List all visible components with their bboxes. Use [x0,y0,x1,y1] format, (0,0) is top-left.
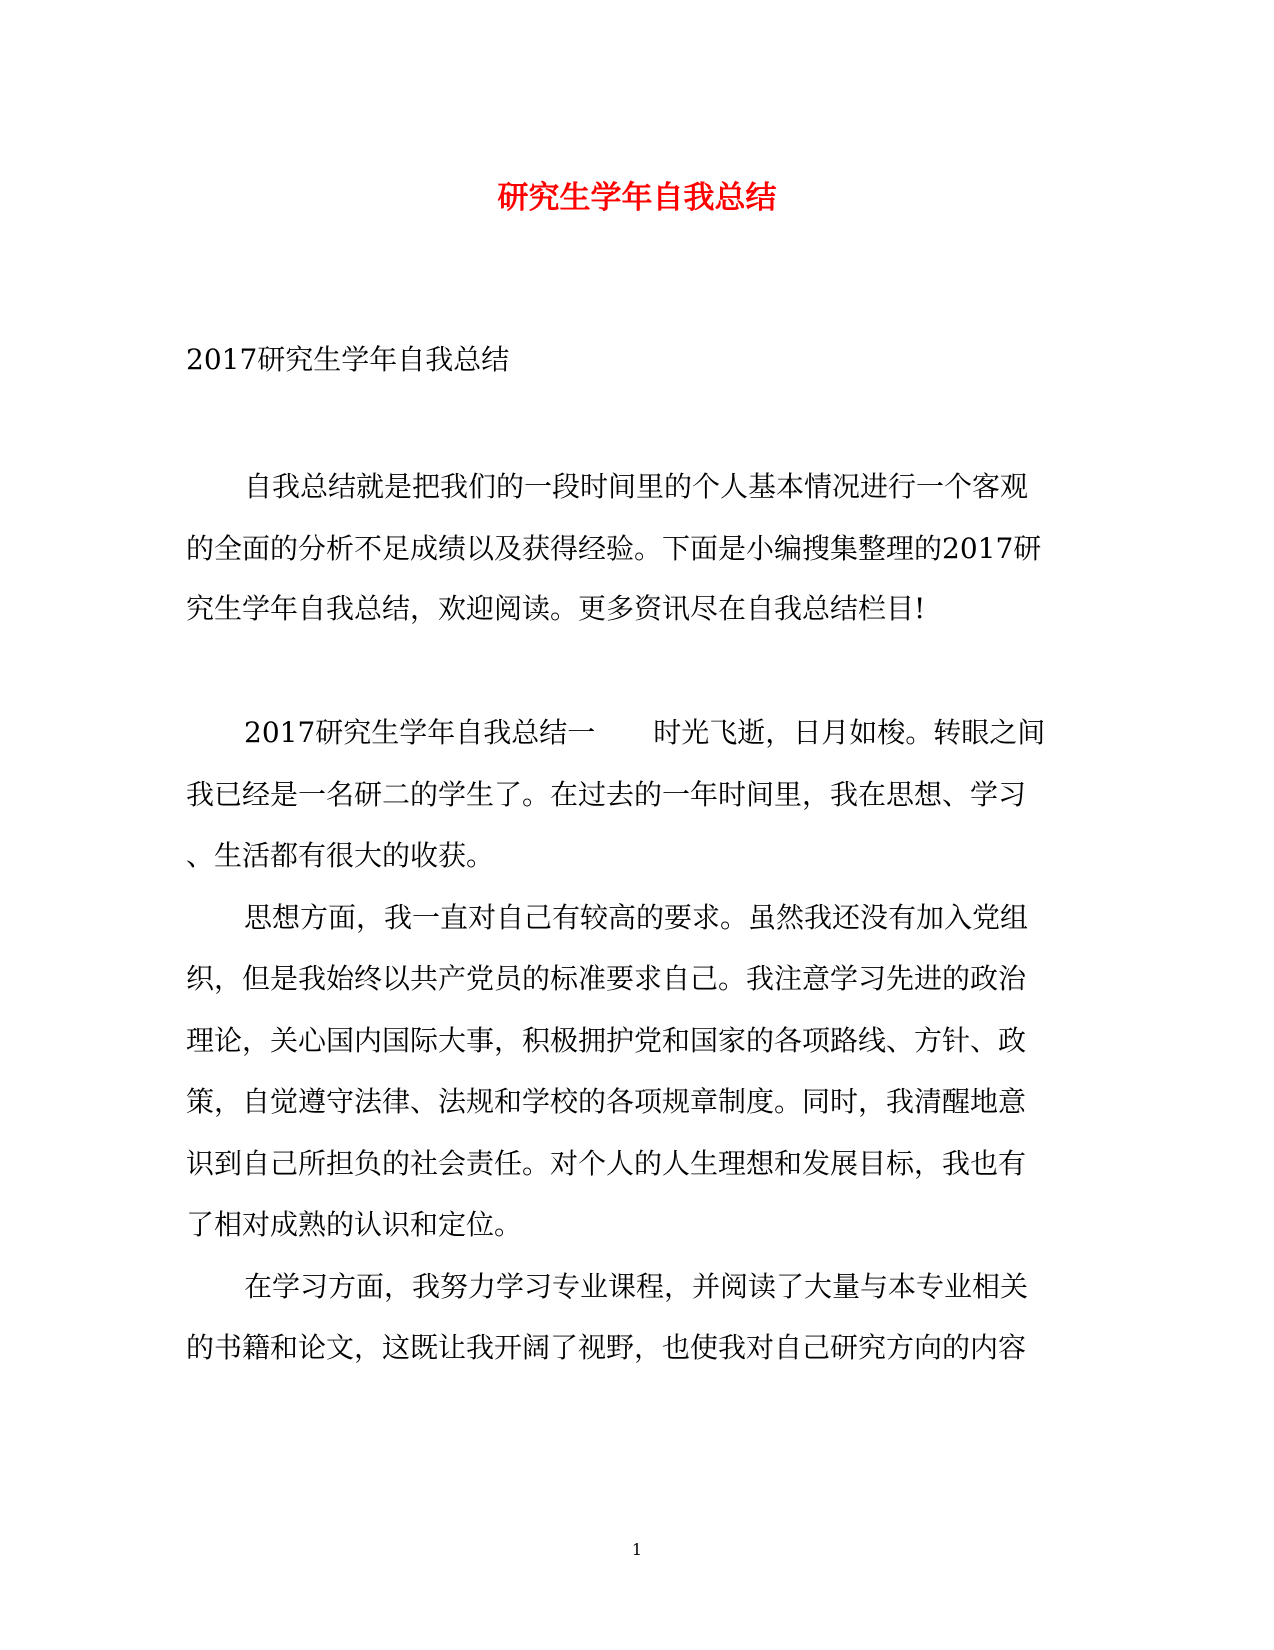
paragraph-line: 在学习方面，我努力学习专业课程，并阅读了大量与本专业相关 [244,1270,1029,1303]
page-number: 1 [631,1540,643,1559]
paragraph-text: 时光飞逝，日月如梭。转眼之间 [653,716,1046,749]
section-heading-line [244,713,1045,753]
paragraph-line: 策，自觉遵守法律、法规和学校的各项规章制度。同时，我清醒地意 [186,1085,1027,1118]
section-heading: 2017研究生学年自我总结一 [244,716,596,749]
paragraph-line: 识到自己所担负的社会责任。对个人的人生理想和发展目标，我也有 [186,1147,1027,1180]
paragraph-line: 的书籍和论文，这既让我开阔了视野，也使我对自己研究方向的内容 [186,1331,1027,1364]
paragraph-line: 的全面的分析不足成绩以及获得经验。下面是小编搜集整理的2017研 [186,532,1042,565]
paragraph-line: 了相对成熟的认识和定位。 [186,1208,523,1241]
document-title: 研究生学年自我总结 [497,180,777,216]
paragraph-line: 我已经是一名研二的学生了。在过去的一年时间里，我在思想、学习 [186,778,1027,811]
paragraph-line: 理论，关心国内国际大事，积极拥护党和国家的各项路线、方针、政 [186,1024,1027,1057]
paragraph-line: 、生活都有很大的收获。 [186,839,495,872]
paragraph-line: 织，但是我始终以共产党员的标准要求自己。我注意学习先进的政治 [186,962,1027,995]
document-subtitle: 2017研究生学年自我总结 [186,343,510,376]
paragraph-line: 自我总结就是把我们的一段时间里的个人基本情况进行一个客观 [244,470,1029,503]
paragraph-line: 思想方面，我一直对自己有较高的要求。虽然我还没有加入党组 [244,901,1029,934]
paragraph-line: 究生学年自我总结，欢迎阅读。更多资讯尽在自我总结栏目! [186,592,926,625]
